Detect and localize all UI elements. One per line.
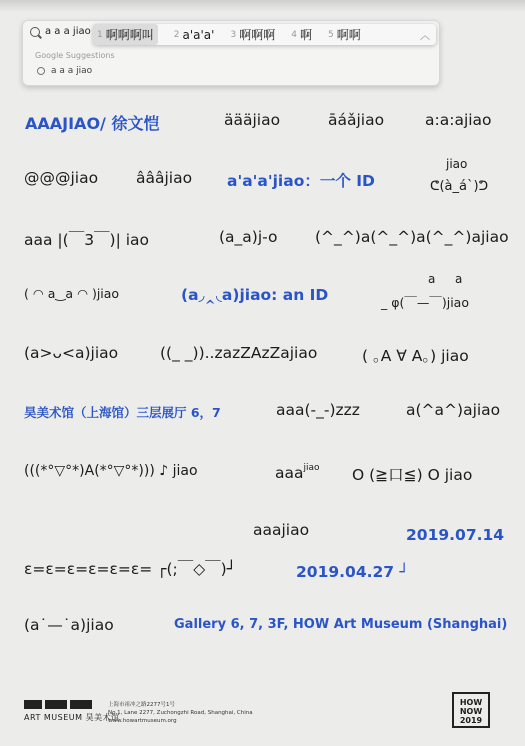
text-dot: (a˙—˙a)jiao: [24, 616, 114, 634]
museum-logo-text: ART MUSEUM 昊美术馆: [24, 713, 120, 722]
text-zaz: ((_ _))..zazZAzZajiao: [160, 344, 318, 362]
text-smile-chain: (^_^)a(^_^)a(^_^)ajiao: [315, 228, 509, 246]
date-start: 2019.07.14: [406, 526, 505, 544]
poster-title: AAAJIAO/ 徐文恺: [25, 114, 160, 133]
suggestions-header: Google Suggestions: [35, 51, 115, 60]
top-shadow: [0, 0, 525, 12]
search-input[interactable]: a a a jiao: [23, 21, 115, 43]
date-end: 2019.04.27 ┘: [296, 563, 409, 581]
ime-candidate-4[interactable]: 4 啊: [291, 28, 312, 42]
text-macron: āáǎjiao: [328, 111, 385, 129]
text-zzz: aaa(-_-)zzz: [276, 401, 360, 419]
venue-cn: 昊美术馆（上海馆）三层展厅 6，7: [24, 405, 221, 420]
text-a-o: (a_a)j-o: [219, 228, 278, 246]
ime-candidate-5[interactable]: 5 啊啊: [327, 28, 361, 42]
text-forall: ( ｡A ∀ A。) jiao: [362, 347, 469, 365]
ime-candidate-2[interactable]: 2 a'a'a': [173, 27, 215, 42]
text-small-a-right: a: [455, 272, 463, 286]
text-jiao-small: jiao: [446, 157, 468, 171]
text-caret: a(^a^)ajiao: [406, 401, 501, 419]
text-face-flex: ᕦ(à_á`)ᕤ: [430, 179, 489, 194]
text-dance: (((*°▽°*)A(*°▽°*))) ♪ jiao: [24, 463, 198, 479]
text-arrows: (a>ᴗ<a)jiao: [24, 344, 119, 362]
text-eps: ε=ε=ε=ε=ε=ε= ┌(;￣◇￣)┘: [24, 560, 237, 578]
search-icon: [30, 27, 40, 37]
ime-candidate-1[interactable]: 1 啊啊啊叫: [93, 24, 158, 45]
text-umlaut: äääjiao: [224, 111, 281, 129]
ime-candidate-3[interactable]: 3 啊啊啊: [230, 28, 276, 42]
suggestion-item[interactable]: a a a jiao: [51, 66, 92, 76]
text-circ: âââjiao: [136, 169, 193, 187]
text-id-cn: a'a'a'jiao：一个 ID: [227, 172, 375, 190]
text-small-a-left: a: [428, 272, 436, 286]
ime-candidate-bar[interactable]: [93, 24, 436, 45]
how-now-badge: HOW NOW 2019: [452, 692, 490, 728]
chevron-up-icon[interactable]: ︿: [420, 31, 430, 42]
text-circle: O (≧口≦) O jiao: [352, 466, 473, 484]
text-sup-jiao: aaa$^{jiao}$: [275, 463, 320, 482]
museum-logo: [24, 700, 120, 723]
museum-address: 上海市祖冲之路2277号1号 No.1, Lane 2277, Zuchongzhi Road, Shanghai, China www.howartmuseum.org: [108, 702, 253, 724]
venue-en: Gallery 6, 7, 3F, HOW Art Museum (Shanghai): [174, 617, 508, 632]
text-colon: a:a:ajiao: [425, 111, 492, 129]
text-wink: ( ◠ a‿a ◠ )jiao: [24, 286, 120, 301]
text-bracket: aaa |(￣3￣)| iao: [24, 231, 150, 249]
text-id-en: (a◞‸◟a)jiao: an ID: [181, 286, 329, 304]
search-icon: [37, 67, 45, 75]
text-aaajiao: aaajiao: [253, 521, 310, 539]
text-phi: _ φ(￣—￣)jiao: [381, 295, 469, 310]
text-at: @@@jiao: [24, 169, 99, 187]
